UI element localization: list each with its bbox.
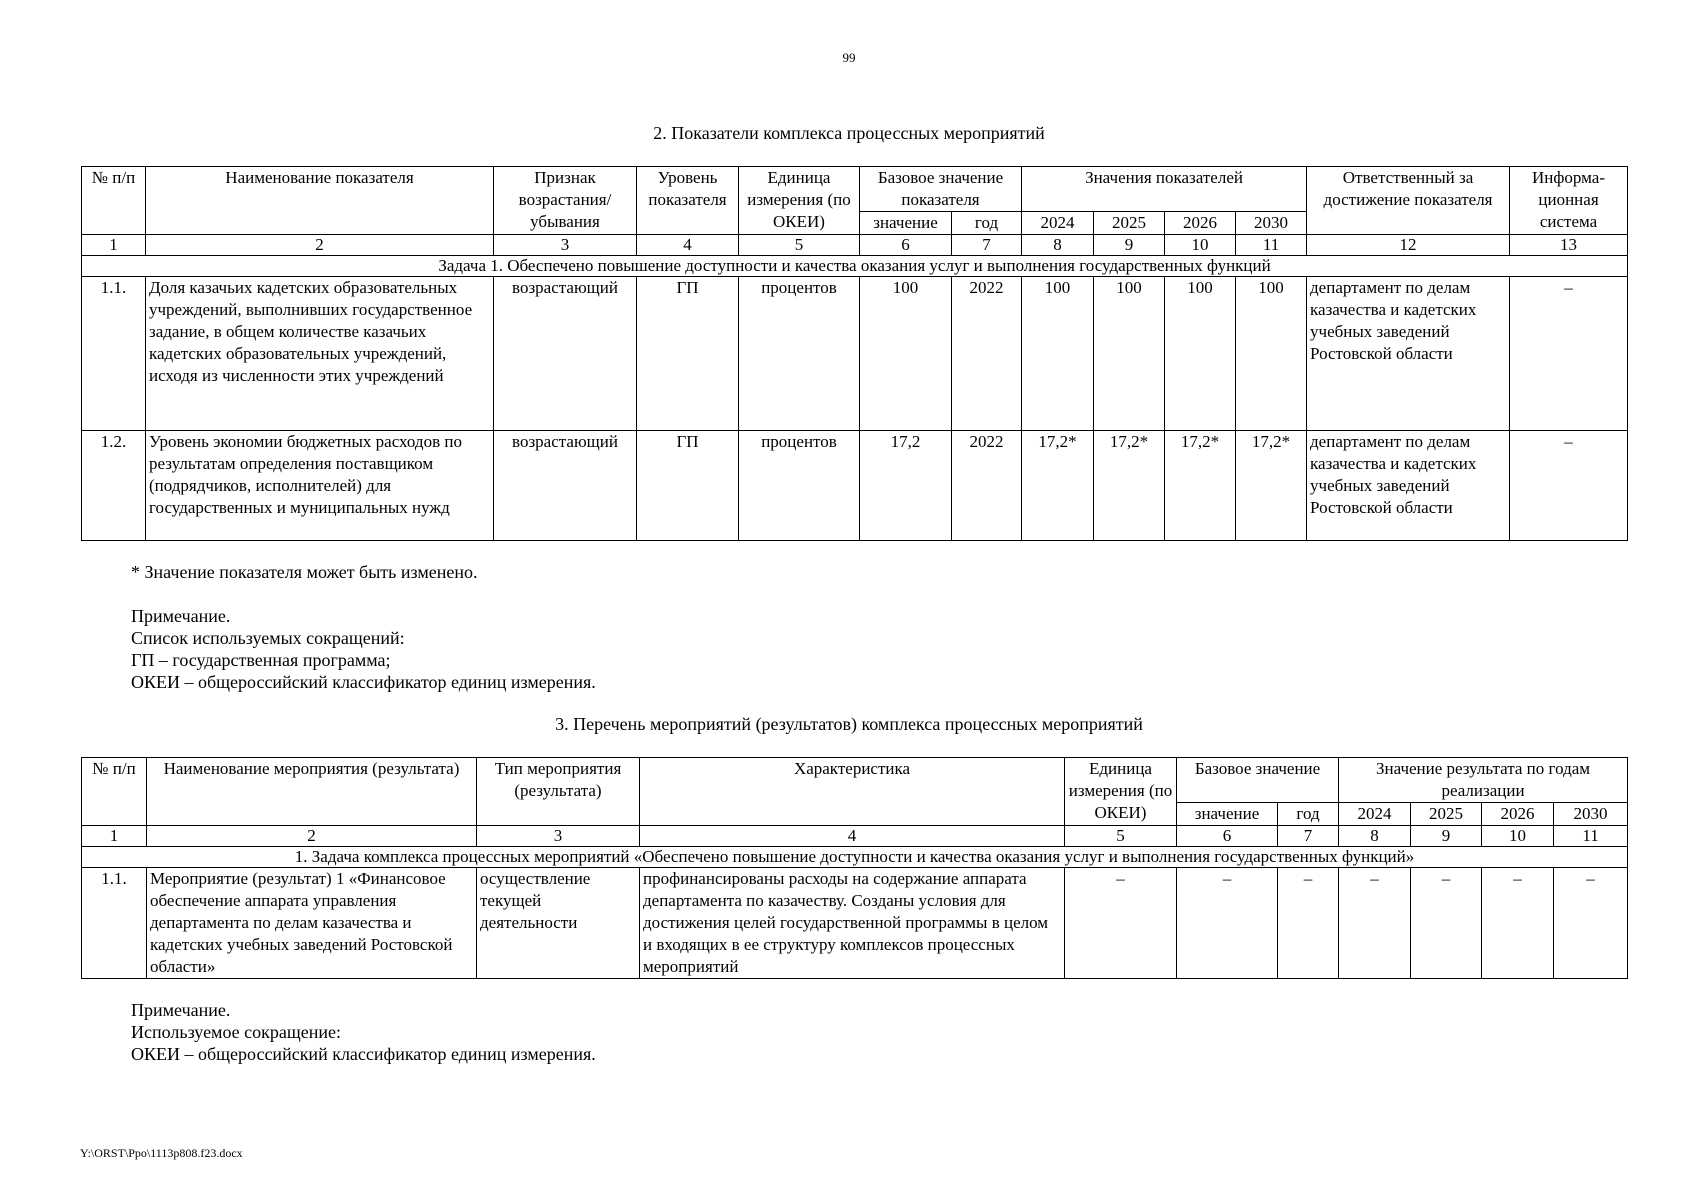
row-2030: 17,2* xyxy=(1236,431,1307,541)
note-gp: ГП – государственная программа; xyxy=(131,650,391,670)
row-trend: возрастающий xyxy=(494,277,637,431)
header-base-year: год xyxy=(952,212,1022,235)
row-info: – xyxy=(1510,431,1628,541)
row-num: 1.2. xyxy=(82,431,146,541)
header-name: Наименование мероприятия (результата) xyxy=(147,758,477,826)
row-name: Мероприятие (результат) 1 «Финансовое обеспечение аппарата управления департамента по делам казачества и кадетских учебных заведений Ростовской области» xyxy=(147,868,477,979)
row-base-year: 2022 xyxy=(952,431,1022,541)
col-number: 9 xyxy=(1411,826,1482,847)
header-values: Значения показателей xyxy=(1022,167,1307,212)
header-trend: Признак возрастания/ убывания xyxy=(494,167,637,235)
col-number: 13 xyxy=(1510,235,1628,256)
row-name: Уровень экономии бюджетных расходов по результатам определения поставщиком (подрядчиков, исполнителей) для государственных и муниципальных нужд xyxy=(146,431,494,541)
note-list-title: Используемое сокращение: xyxy=(131,1022,341,1042)
header-level: Уровень показателя xyxy=(637,167,739,235)
header-name: Наименование показателя xyxy=(146,167,494,235)
row-2026: – xyxy=(1482,868,1554,979)
activities-table xyxy=(81,757,1628,979)
col-number: 2 xyxy=(146,235,494,256)
col-number: 7 xyxy=(952,235,1022,256)
header-base-value: значение xyxy=(860,212,952,235)
header-2030: 2030 xyxy=(1236,212,1307,235)
note-okei: ОКЕИ – общероссийский классификатор единиц измерения. xyxy=(131,1044,596,1064)
col-number: 11 xyxy=(1554,826,1628,847)
row-2025: – xyxy=(1411,868,1482,979)
row-base-value: 100 xyxy=(860,277,952,431)
section2-title: 2. Показатели комплекса процессных мероприятий xyxy=(653,123,1045,143)
col-number: 1 xyxy=(82,235,146,256)
row-info: – xyxy=(1510,277,1628,431)
table-row xyxy=(82,431,1628,541)
header-responsible: Ответственный за достижение показателя xyxy=(1307,167,1510,235)
col-number: 11 xyxy=(1236,235,1307,256)
row-level: ГП xyxy=(637,431,739,541)
header-2026: 2026 xyxy=(1165,212,1236,235)
col-number: 3 xyxy=(477,826,640,847)
footnote: * Значение показателя может быть изменено. xyxy=(131,562,478,582)
row-unit: процентов xyxy=(739,277,860,431)
indicators-table xyxy=(81,166,1628,541)
col-number: 8 xyxy=(1339,826,1411,847)
header-type: Тип мероприятия (результата) xyxy=(477,758,640,826)
header-2030: 2030 xyxy=(1554,803,1628,826)
row-type: осуществление текущей деятельности xyxy=(477,868,640,979)
row-base-value: – xyxy=(1177,868,1278,979)
header-base: Базовое значение показателя xyxy=(860,167,1022,212)
col-number: 2 xyxy=(147,826,477,847)
col-number: 9 xyxy=(1094,235,1165,256)
col-number: 10 xyxy=(1165,235,1236,256)
row-2024: 17,2* xyxy=(1022,431,1094,541)
header-num: № п/п xyxy=(82,758,147,826)
row-2026: 100 xyxy=(1165,277,1236,431)
task-row: 1. Задача комплекса процессных мероприятий «Обеспечено повышение доступности и качества оказания услуг и выполнения государственных функций» xyxy=(82,847,1628,868)
header-result: Значение результата по годам реализации xyxy=(1339,758,1628,803)
row-base-year: 2022 xyxy=(952,277,1022,431)
row-base-year: – xyxy=(1278,868,1339,979)
task-row: Задача 1. Обеспечено повышение доступности и качества оказания услуг и выполнения государственных функций xyxy=(82,256,1628,277)
note-title: Примечание. xyxy=(131,606,231,626)
col-number: 5 xyxy=(739,235,860,256)
row-base-value: 17,2 xyxy=(860,431,952,541)
header-2024: 2024 xyxy=(1022,212,1094,235)
table-row xyxy=(82,868,1628,979)
header-unit: Единица измерения (по ОКЕИ) xyxy=(739,167,860,235)
row-name: Доля казачьих кадетских образовательных учреждений, выполнивших государственное задание, в общем количестве казачьих кадетских образовательных учреждений, исходя из численности этих учреждений xyxy=(146,277,494,431)
note-title: Примечание. xyxy=(131,1000,231,1020)
header-base: Базовое значение xyxy=(1177,758,1339,803)
header-characteristic: Характеристика xyxy=(640,758,1065,826)
footer-file-path: Y:\ORST\Ppo\1113p808.f23.docx xyxy=(80,1146,243,1160)
table-row xyxy=(82,277,1628,431)
row-2025: 17,2* xyxy=(1094,431,1165,541)
row-2026: 17,2* xyxy=(1165,431,1236,541)
header-base-value: значение xyxy=(1177,803,1278,826)
row-2024: 100 xyxy=(1022,277,1094,431)
header-num: № п/п xyxy=(82,167,146,235)
col-number: 8 xyxy=(1022,235,1094,256)
note-okei: ОКЕИ – общероссийский классификатор единиц измерения. xyxy=(131,672,596,692)
note-list-title: Список используемых сокращений: xyxy=(131,628,405,648)
col-number: 1 xyxy=(82,826,147,847)
col-number: 5 xyxy=(1065,826,1177,847)
row-responsible: департамент по делам казачества и кадетских учебных заведений Ростовской области xyxy=(1307,431,1510,541)
row-num: 1.1. xyxy=(82,868,147,979)
header-base-year: год xyxy=(1278,803,1339,826)
row-characteristic: профинансированы расходы на содержание аппарата департамента по казачеству. Созданы условия для достижения целей государственной программы в целом и входящих в ее структуру комплексов процессных мероприятий xyxy=(640,868,1065,979)
col-number: 3 xyxy=(494,235,637,256)
col-number: 10 xyxy=(1482,826,1554,847)
header-unit: Единица измерения (по ОКЕИ) xyxy=(1065,758,1177,826)
row-unit: процентов xyxy=(739,431,860,541)
section3-title: 3. Перечень мероприятий (результатов) комплекса процессных мероприятий xyxy=(555,714,1143,734)
row-2030: – xyxy=(1554,868,1628,979)
header-info: Информа-ционная система xyxy=(1510,167,1628,235)
page-number: 99 xyxy=(842,50,856,65)
row-trend: возрастающий xyxy=(494,431,637,541)
row-responsible: департамент по делам казачества и кадетских учебных заведений Ростовской области xyxy=(1307,277,1510,431)
row-level: ГП xyxy=(637,277,739,431)
row-2024: – xyxy=(1339,868,1411,979)
row-2025: 100 xyxy=(1094,277,1165,431)
col-number: 7 xyxy=(1278,826,1339,847)
header-2025: 2025 xyxy=(1094,212,1165,235)
col-number: 6 xyxy=(1177,826,1278,847)
row-num: 1.1. xyxy=(82,277,146,431)
col-number: 6 xyxy=(860,235,952,256)
header-2026: 2026 xyxy=(1482,803,1554,826)
header-2024: 2024 xyxy=(1339,803,1411,826)
row-unit: – xyxy=(1065,868,1177,979)
row-2030: 100 xyxy=(1236,277,1307,431)
col-number: 12 xyxy=(1307,235,1510,256)
col-number: 4 xyxy=(637,235,739,256)
header-2025: 2025 xyxy=(1411,803,1482,826)
col-number: 4 xyxy=(640,826,1065,847)
